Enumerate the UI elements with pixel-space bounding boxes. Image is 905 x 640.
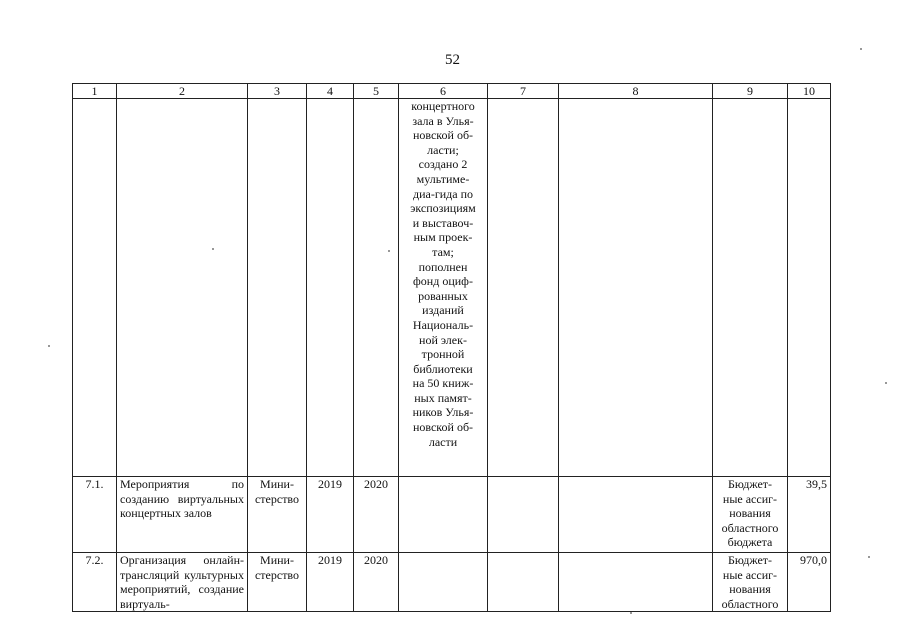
table-cell [488,99,559,477]
end-year: 2020 [354,477,399,553]
table-row [73,553,831,612]
start-year: 2019 [307,477,354,553]
funding-source: Бюджет- ные ассиг- нования областного [713,553,788,612]
program-table [72,83,831,612]
column-header: 10 [788,84,831,99]
funding-source: Бюджет- ные ассиг- нования областного бюджета [713,477,788,553]
column-header: 2 [117,84,248,99]
executor-cell: Мини- стерство [248,477,307,553]
table-cell [488,477,559,553]
page-number: 52 [445,52,460,68]
table-cell [354,99,399,477]
column-header: 1 [73,84,117,99]
table-row [73,477,831,553]
row-number: 7.1. [73,477,117,553]
column-number-row [73,84,831,99]
table-cell [559,553,713,612]
column-header: 4 [307,84,354,99]
scan-speck [885,382,887,384]
measure-name: Организация онлайн-трансляций культурных мероприятий, создание виртуаль- [117,553,248,612]
table-cell [559,477,713,553]
scan-speck [48,345,50,347]
scan-speck [630,612,632,614]
table-cell [307,99,354,477]
scan-speck [860,48,862,50]
amount-cell: 970,0 [788,553,831,612]
end-year: 2020 [354,553,399,612]
table-cell [117,99,248,477]
table-cell [559,99,713,477]
column-header: 6 [399,84,488,99]
start-year: 2019 [307,553,354,612]
column-header: 9 [713,84,788,99]
measure-name: Мероприятия по созданию виртуальных концертных залов [117,477,248,553]
amount-cell: 39,5 [788,477,831,553]
table-cell [488,553,559,612]
table-cell [788,99,831,477]
result-cell [399,553,488,612]
table-cell [713,99,788,477]
result-cell [399,477,488,553]
continuation-row [73,99,831,477]
table-cell [248,99,307,477]
column-header: 3 [248,84,307,99]
table-cell [73,99,117,477]
scan-speck [868,556,870,558]
row-number: 7.2. [73,553,117,612]
executor-cell: Мини- стерство [248,553,307,612]
scan-speck [212,248,214,250]
column-header: 7 [488,84,559,99]
result-cell: концертного зала в Улья- новской об- ласти; создано 2 мультиме- диа-гида по экспозициям и выставоч- ным проек- там; пополнен фонд оциф- рованных изданий Националь- ной элек- тронной библиотеки на 50 книж- ных памят- ников Улья- новской об- ласти [399,99,488,477]
column-header: 8 [559,84,713,99]
scan-speck [388,250,390,252]
column-header: 5 [354,84,399,99]
